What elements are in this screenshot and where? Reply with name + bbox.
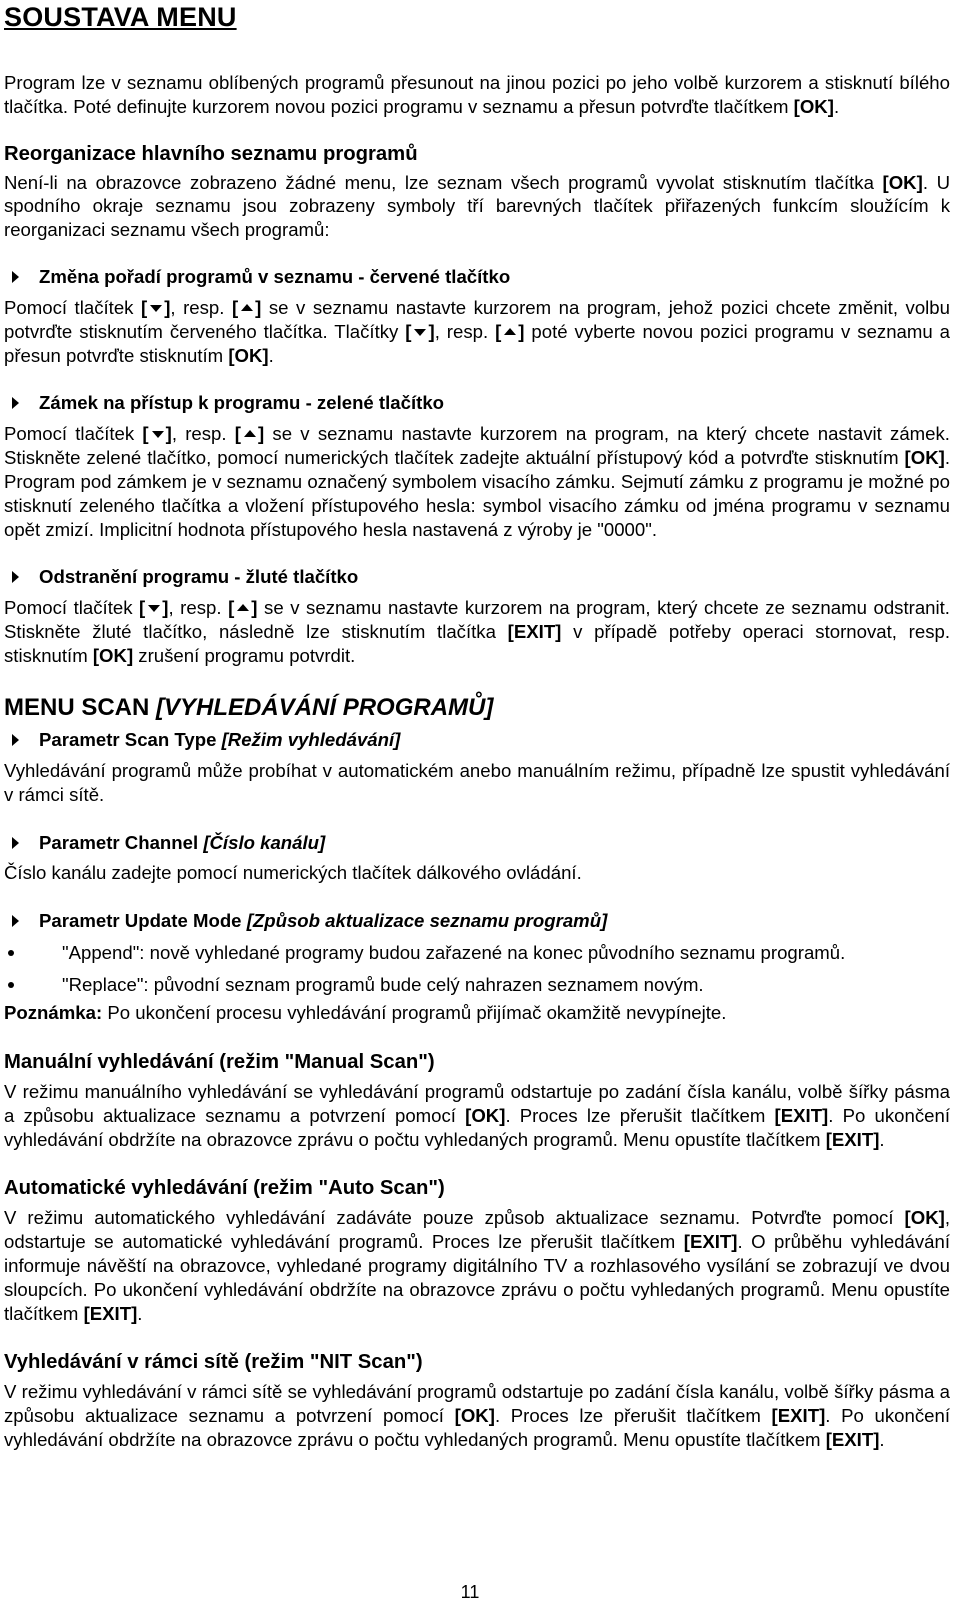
red-button-paragraph: Pomocí tlačítek [ ], resp. [ ] se v seznamu nastavte kurzorem na program, jehož pozici chcete změnit, volbu potvrďte stisknutím červeného tlačítka. Tlačítky [ ], resp. [ ] poté vyberte novou pozici programu v seznamu a přesun potvrďte stisknutím [OK].	[4, 296, 951, 366]
down-arrow-icon	[150, 305, 162, 312]
up-arrow-icon	[241, 304, 253, 311]
scan-type-heading: Parametr Scan Type [Režim vyhledávání]	[4, 728, 950, 752]
green-button-paragraph: Pomocí tlačítek [ ], resp. [ ] se v seznamu nastavte kurzorem na program, na který chcete nastavit zámek. Stiskněte zelené tlačítko, pomocí numerických tlačítek zadejte aktuální přístupový kód a potvrďte stisknutím [OK]. Program pod zámkem je v seznamu označený symbolem visacího zámku. Sejmutí zámku z programu je možné po stisknutí zeleného tlačítka a vložení přístupového hesla: symbol visacího zámku od jména programu v seznamu opět zmizí. Implicitní hodnota přístupového hesla nastavená z výroby je "0000".	[4, 423, 950, 540]
bullet-append: "Append": nově vyhledané programy budou zařazené na konec původního seznamu programů.	[4, 941, 950, 965]
bullet-replace: "Replace": původní seznam programů bude celý nahrazen seznamem novým.	[4, 973, 950, 997]
arrow-bullet-icon	[12, 734, 19, 746]
up-arrow-icon	[504, 328, 516, 335]
arrow-bullet-icon	[12, 571, 19, 583]
red-button-heading: Změna pořadí programů v seznamu - červené tlačítko	[4, 265, 950, 289]
channel-heading: Parametr Channel [Číslo kanálu]	[4, 831, 950, 855]
arrow-bullet-icon	[12, 915, 19, 927]
reorg-paragraph: Není-li na obrazovce zobrazeno žádné menu, lze seznam všech programů vyvolat stisknutím tlačítka [OK]. U spodního okraje seznamu jsou zobrazeny symboly tří barevných tlačítek přiřazených funkcím sloužícím k reorganizaci seznamu všech programů:	[4, 171, 950, 241]
manual-scan-paragraph: V režimu manuálního vyhledávání se vyhledávání programů odstartuje po zadání čísla kanálu, volbě šířky pásma a způsobu aktualizace seznamu a potvrzení pomocí [OK]. Proces lze přerušit tlačítkem [EXIT]. Po ukončení vyhledávání obdržíte na obrazovce zprávu o počtu vyhledaných programů. Menu opustíte tlačítkem [EXIT].	[4, 1080, 950, 1150]
scan-type-paragraph: Vyhledávání programů může probíhat v automatickém anebo manuálním režimu, případně lze spustit vyhledávání v rámci sítě.	[4, 759, 950, 805]
note-paragraph: Poznámka: Po ukončení procesu vyhledávání programů přijímač okamžitě nevypínejte.	[4, 1002, 727, 1024]
bullet-dot-icon	[8, 950, 14, 956]
document-page	[4, 0, 950, 1452]
scan-menu-heading: MENU SCAN [VYHLEDÁVÁNÍ PROGRAMŮ]	[4, 693, 494, 721]
update-mode-heading: Parametr Update Mode [Způsob aktualizace seznamu programů]	[4, 909, 950, 933]
reorg-heading: Reorganizace hlavního seznamu programů	[4, 142, 418, 165]
yellow-button-paragraph: Pomocí tlačítek [ ], resp. [ ] se v seznamu nastavte kurzorem na program, který chcete ze seznamu odstranit. Stiskněte žluté tlačítko, následně lze stisknutím tlačítka [EXIT] v případě potřeby operaci stornovat, resp. stisknutím [OK] zrušení programu potvrdit.	[4, 597, 950, 666]
down-arrow-icon	[148, 605, 160, 612]
page-number: 11	[460, 1582, 480, 1602]
nit-scan-paragraph: V režimu vyhledávání v rámci sítě se vyhledávání programů odstartuje po zadání čísla kanálu, volbě šířky pásma a způsobu aktualizace seznamu a potvrzení pomocí [OK]. Proces lze přerušit tlačítkem [EXIT]. Po ukončení vyhledávání obdržíte na obrazovce zprávu o počtu vyhledaných programů. Menu opustíte tlačítkem [EXIT].	[4, 1381, 950, 1450]
manual-scan-heading: Manuální vyhledávání (režim "Manual Scan")	[4, 1050, 435, 1073]
auto-scan-heading: Automatické vyhledávání (režim "Auto Scan")	[4, 1177, 445, 1200]
up-arrow-icon	[237, 604, 249, 611]
arrow-bullet-icon	[12, 397, 19, 409]
bullet-dot-icon	[8, 982, 14, 988]
channel-paragraph: Číslo kanálu zadejte pomocí numerických tlačítek dálkového ovládání.	[4, 862, 582, 884]
arrow-bullet-icon	[12, 837, 19, 849]
page-title: SOUSTAVA MENU	[4, 2, 237, 32]
yellow-button-heading: Odstranění programu - žluté tlačítko	[4, 565, 950, 589]
intro-paragraph: Program lze v seznamu oblíbených programů přesunout na jinou pozici po jeho volbě kurzorem a stisknutí bílého tlačítka. Poté definujte kurzorem novou pozici programu v seznamu a přesun potvrďte tlačítkem [OK].	[4, 72, 950, 117]
nit-scan-heading: Vyhledávání v rámci sítě (režim "NIT Scan")	[4, 1351, 423, 1374]
up-arrow-icon	[244, 430, 256, 437]
arrow-bullet-icon	[12, 271, 19, 283]
auto-scan-paragraph: V režimu automatického vyhledávání zadáváte pouze způsob aktualizace seznamu. Potvrďte pomocí [OK], odstartuje se automatické vyhledávání programů. Proces lze přerušit tlačítkem [EXIT]. O průběhu vyhledávání informuje návěští na obrazovce, vyhledané programy digitálního TV a rozhlasového vysílání se zobrazují ve dvou sloupcích. Po ukončení vyhledávání obdržíte na obrazovce zprávu o počtu vyhledaných programů. Menu opustíte tlačítkem [EXIT].	[4, 1207, 950, 1324]
down-arrow-icon	[414, 329, 426, 336]
green-button-heading: Zámek na přístup k programu - zelené tlačítko	[4, 391, 950, 415]
down-arrow-icon	[152, 431, 164, 438]
